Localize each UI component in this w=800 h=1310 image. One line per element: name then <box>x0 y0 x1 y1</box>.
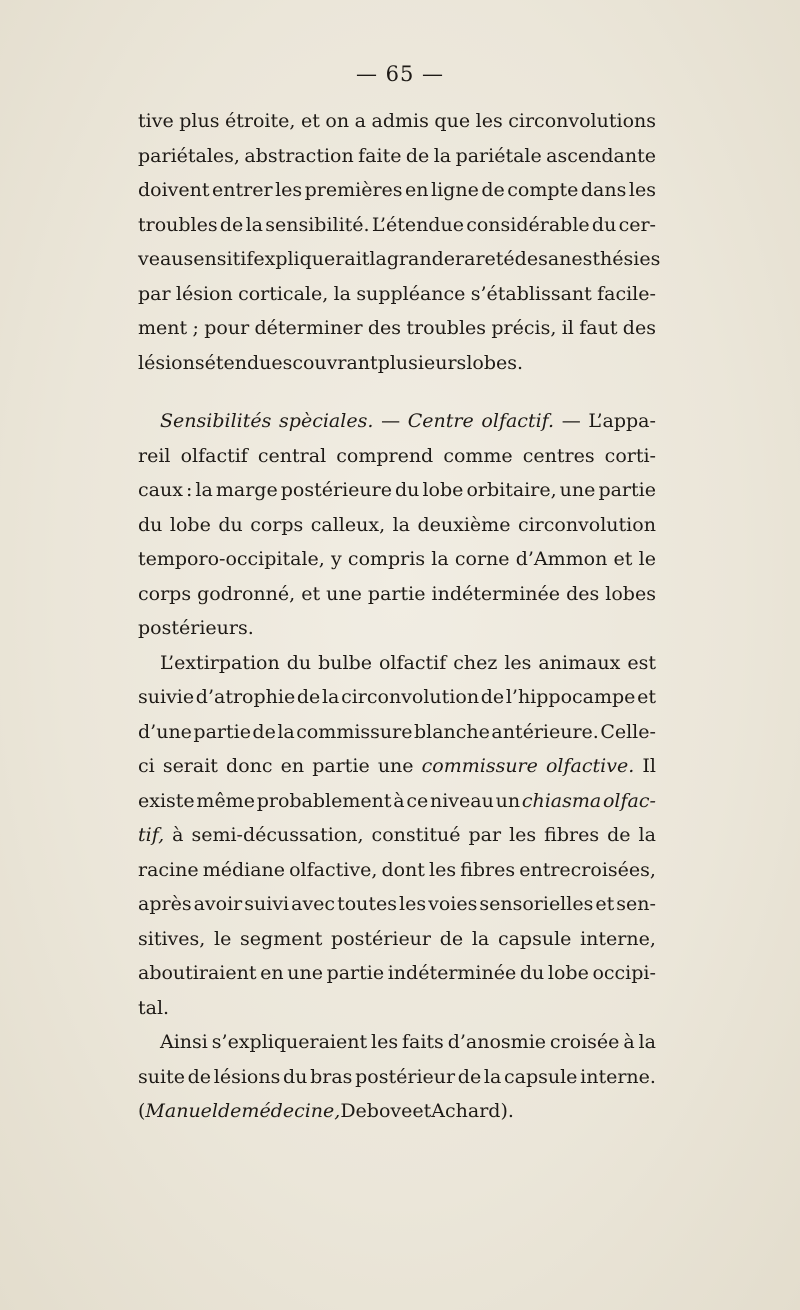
word: est <box>627 651 656 674</box>
text-line <box>138 277 656 312</box>
word: pariétale <box>455 144 542 167</box>
word: la <box>321 686 340 708</box>
word: probablement <box>256 789 392 812</box>
word: facile- <box>597 282 656 305</box>
word: bulbe <box>318 651 372 674</box>
word: Debove <box>340 1100 413 1122</box>
word: centres <box>522 444 595 467</box>
text-line <box>138 611 656 646</box>
word: plus <box>179 110 220 132</box>
word: sensitif <box>183 248 254 270</box>
word: voies <box>428 893 478 915</box>
word: sensorielles <box>479 893 594 915</box>
word: expliquerait <box>253 248 370 270</box>
word: orbitaire, <box>466 479 557 501</box>
word: du <box>519 962 545 984</box>
word: troubles <box>406 317 487 339</box>
text-line <box>138 346 656 381</box>
word: corticale, <box>238 282 329 305</box>
word: même <box>196 789 255 812</box>
word: lobe <box>547 962 589 984</box>
word: y <box>331 548 342 570</box>
word: doivent <box>138 179 210 201</box>
word: lobe <box>169 513 211 536</box>
text-line <box>138 311 656 346</box>
word: la <box>431 548 449 570</box>
word: Centre <box>407 410 474 432</box>
word: niveau <box>429 789 494 812</box>
word: capsule <box>503 1065 578 1088</box>
word: partie <box>598 479 656 501</box>
word: les <box>509 824 537 846</box>
word: corne <box>454 548 510 570</box>
body-text <box>138 104 661 1129</box>
word: L’extirpation <box>160 651 280 674</box>
word: racine <box>138 858 199 881</box>
word: et <box>637 686 656 708</box>
text-line <box>138 473 656 508</box>
word: olfactive, <box>289 858 378 881</box>
text-line <box>138 439 656 474</box>
word: les <box>371 1031 399 1053</box>
word: déterminer <box>254 317 363 339</box>
word: indéterminée <box>431 582 561 605</box>
word: : <box>185 479 193 501</box>
word: Ainsi <box>160 1031 208 1053</box>
word: sen- <box>616 893 656 915</box>
paragraph-gap <box>138 380 656 404</box>
word: une <box>559 479 596 501</box>
word: — <box>381 410 401 432</box>
word: segment <box>240 927 323 950</box>
word: à <box>623 1031 635 1053</box>
word: de <box>296 686 321 708</box>
word: une <box>287 962 323 984</box>
word: en <box>405 179 429 201</box>
text-line <box>138 991 656 1026</box>
text-line <box>138 173 656 208</box>
word: les <box>275 179 303 201</box>
word: croisée <box>549 1031 620 1053</box>
word: la <box>638 824 656 846</box>
word: Achard). <box>431 1100 514 1122</box>
word: compris <box>347 548 426 570</box>
word: du <box>283 1065 308 1088</box>
word: après <box>138 893 192 915</box>
word: premières <box>304 179 403 201</box>
word: calleux, <box>310 513 386 536</box>
page-number: — 65 — <box>355 62 445 86</box>
word: admis <box>371 110 429 132</box>
word: par <box>468 824 502 846</box>
word: tive <box>138 110 174 132</box>
word: reil <box>138 444 171 467</box>
word: central <box>257 444 327 467</box>
word: une <box>377 755 414 777</box>
word: la <box>471 927 490 950</box>
word: sitives, <box>138 927 206 950</box>
word: blanche <box>413 720 490 743</box>
word: tal. <box>138 996 170 1019</box>
word: cer- <box>618 213 656 236</box>
word: de <box>439 927 464 950</box>
word: veau <box>138 248 184 270</box>
word: considérable <box>466 213 590 236</box>
word: donc <box>226 755 273 777</box>
text-line <box>138 922 656 957</box>
word: pour <box>204 317 250 339</box>
text-line <box>138 1025 656 1060</box>
word: chez <box>453 651 498 674</box>
word: commissure <box>421 755 538 777</box>
word: ce <box>406 789 429 812</box>
word: godronné, <box>197 582 296 605</box>
word: ci <box>138 755 155 777</box>
word: commissure <box>296 720 413 743</box>
word: de <box>481 179 505 201</box>
word: avoir <box>193 893 243 915</box>
word: indéterminée <box>387 962 517 984</box>
word: constitué <box>371 824 461 846</box>
word: de <box>607 824 631 846</box>
word: ; <box>192 317 199 339</box>
word: s’établissant <box>470 282 592 305</box>
word: faite <box>358 144 402 167</box>
word: une <box>326 582 362 605</box>
word: a <box>354 110 366 132</box>
word: chiasma <box>521 789 602 812</box>
word: fibres <box>544 824 600 846</box>
word: postérieure <box>280 479 392 501</box>
text-line <box>138 749 656 784</box>
word: circonvolution <box>341 686 480 708</box>
text-line <box>138 208 656 243</box>
word: deuxième <box>417 513 511 536</box>
text-line <box>138 542 656 577</box>
word: d’anosmie <box>447 1031 547 1053</box>
word: les <box>504 651 532 674</box>
word: la <box>195 479 213 501</box>
word: entrecroisées, <box>519 858 656 881</box>
word: (Manuel <box>138 1100 218 1122</box>
word: étroite, <box>225 110 296 132</box>
word: de <box>187 1065 212 1088</box>
word: des <box>566 582 600 605</box>
word: sensibilité. <box>265 213 370 236</box>
text-line <box>138 646 656 681</box>
word: L’appa- <box>588 410 656 432</box>
text-line <box>138 853 656 888</box>
text-line <box>138 139 656 174</box>
word: serait <box>162 755 218 777</box>
word: couvrant <box>292 351 378 374</box>
word: semi-décussation, <box>191 824 364 846</box>
word: anesthésies <box>547 248 661 270</box>
word: partie <box>312 755 370 777</box>
word: compte <box>507 179 579 201</box>
word: olfactif <box>378 651 447 674</box>
word: comme <box>443 444 513 467</box>
word: d’atrophie <box>195 686 296 708</box>
word: médiane <box>202 858 286 881</box>
word: olfac- <box>602 789 656 812</box>
word: le <box>214 927 232 950</box>
word: partie <box>193 720 251 743</box>
text-line <box>138 956 656 991</box>
text-line <box>138 1060 656 1095</box>
word: la <box>333 282 352 305</box>
word: existe <box>138 789 195 812</box>
word: de <box>480 686 505 708</box>
text-line <box>138 508 656 543</box>
word: du <box>286 651 312 674</box>
word: à <box>393 789 405 812</box>
word: par <box>138 282 171 305</box>
word: faits <box>401 1031 444 1053</box>
word: l’hippocampe <box>505 686 636 708</box>
word: circonvolution <box>517 513 656 536</box>
word: grande <box>386 248 456 270</box>
word: la <box>433 144 452 167</box>
word: lobes. <box>466 351 524 374</box>
word: ascendante <box>546 144 656 167</box>
word: bras <box>310 1065 353 1088</box>
word: médecine, <box>241 1100 341 1122</box>
word: la <box>369 248 387 270</box>
word: capsule <box>497 927 572 950</box>
word: ment <box>138 317 188 339</box>
word: du <box>218 513 243 536</box>
word: Sensibilités <box>160 410 272 432</box>
word: la <box>277 720 295 743</box>
word: interne. <box>580 1065 656 1088</box>
word: partie <box>367 582 426 605</box>
word: et <box>595 893 615 915</box>
word: que <box>434 110 471 132</box>
word: les <box>475 110 503 132</box>
word: dans <box>580 179 627 201</box>
text-line <box>138 104 656 139</box>
word: comprend <box>336 444 434 467</box>
word: toutes <box>337 893 398 915</box>
word: olfactif <box>180 444 248 467</box>
word: les <box>628 179 656 201</box>
word: corps <box>250 513 304 536</box>
word: du <box>395 479 420 501</box>
word: olfactive. <box>545 755 635 777</box>
word: suppléance <box>356 282 466 305</box>
word: marge <box>215 479 278 501</box>
word: il <box>561 317 574 339</box>
word: les <box>429 858 457 881</box>
word: rareté <box>455 248 515 270</box>
word: fibres <box>460 858 516 881</box>
word: Celle- <box>600 720 656 743</box>
word: occipi- <box>592 962 656 984</box>
word: des <box>367 317 402 339</box>
word: spèciales. <box>279 410 374 432</box>
word: des <box>514 248 548 270</box>
word: corps <box>138 582 192 605</box>
word: postérieur <box>331 927 432 950</box>
word: aboutiraient <box>138 962 257 984</box>
word: antérieure. <box>491 720 599 743</box>
word: partie <box>326 962 385 984</box>
word: plusieurs <box>377 351 467 374</box>
word: et <box>300 110 320 132</box>
word: caux <box>138 479 183 501</box>
word: avec <box>291 893 336 915</box>
text-line <box>138 715 656 750</box>
word: suivie <box>138 686 195 708</box>
word: d’une <box>138 720 192 743</box>
word: postérieurs. <box>138 617 254 639</box>
word: de <box>218 1100 242 1122</box>
word: en <box>260 962 284 984</box>
word: Il <box>642 755 656 777</box>
word: temporo-occipitale, <box>138 548 325 570</box>
word: lésions <box>213 1065 281 1088</box>
text-line <box>138 577 656 612</box>
word: tif, <box>138 824 165 846</box>
word: L’étendue <box>371 213 464 236</box>
word: de <box>252 720 276 743</box>
word: pariétales, <box>138 144 240 167</box>
word: — <box>561 410 581 432</box>
word: du <box>138 513 163 536</box>
word: suite <box>138 1065 185 1088</box>
word: et <box>613 548 633 570</box>
text-line <box>138 242 661 277</box>
word: postérieur <box>355 1065 456 1088</box>
word: étendues <box>204 351 293 374</box>
word: du <box>591 213 617 236</box>
word: lésion <box>175 282 233 305</box>
word: des <box>622 317 656 339</box>
word: la <box>638 1031 656 1053</box>
word: la <box>483 1065 502 1088</box>
word: circonvolutions <box>508 110 656 132</box>
word: un <box>495 789 521 812</box>
text-line <box>138 680 656 715</box>
word: troubles <box>138 213 218 236</box>
word: abstraction <box>244 144 354 167</box>
word: précis, <box>491 317 557 339</box>
word: de <box>219 213 244 236</box>
word: les <box>399 893 427 915</box>
word: suivi <box>244 893 290 915</box>
word: ligne <box>431 179 479 201</box>
word: la <box>245 213 263 236</box>
word: en <box>280 755 305 777</box>
word: et <box>301 582 321 605</box>
word: interne, <box>580 927 656 950</box>
word: olfactif. <box>481 410 555 432</box>
text-line <box>138 404 656 439</box>
text-line <box>138 784 656 819</box>
word: le <box>638 548 656 570</box>
word: lobe <box>422 479 464 501</box>
text-line <box>138 1094 656 1129</box>
word: corti- <box>604 444 656 467</box>
word: lobes <box>605 582 656 605</box>
word: de <box>457 1065 482 1088</box>
word: on <box>325 110 350 132</box>
text-line <box>138 887 656 922</box>
word: lésions <box>138 351 205 374</box>
text-line <box>138 818 656 853</box>
word: de <box>405 144 430 167</box>
word: la <box>392 513 411 536</box>
word: d’Ammon <box>515 548 608 570</box>
word: dont <box>381 858 425 881</box>
word: faut <box>579 317 618 339</box>
word: à <box>172 824 184 846</box>
word: et <box>412 1100 432 1122</box>
word: entrer <box>212 179 273 201</box>
word: s’expliqueraient <box>211 1031 368 1053</box>
word: animaux <box>538 651 621 674</box>
